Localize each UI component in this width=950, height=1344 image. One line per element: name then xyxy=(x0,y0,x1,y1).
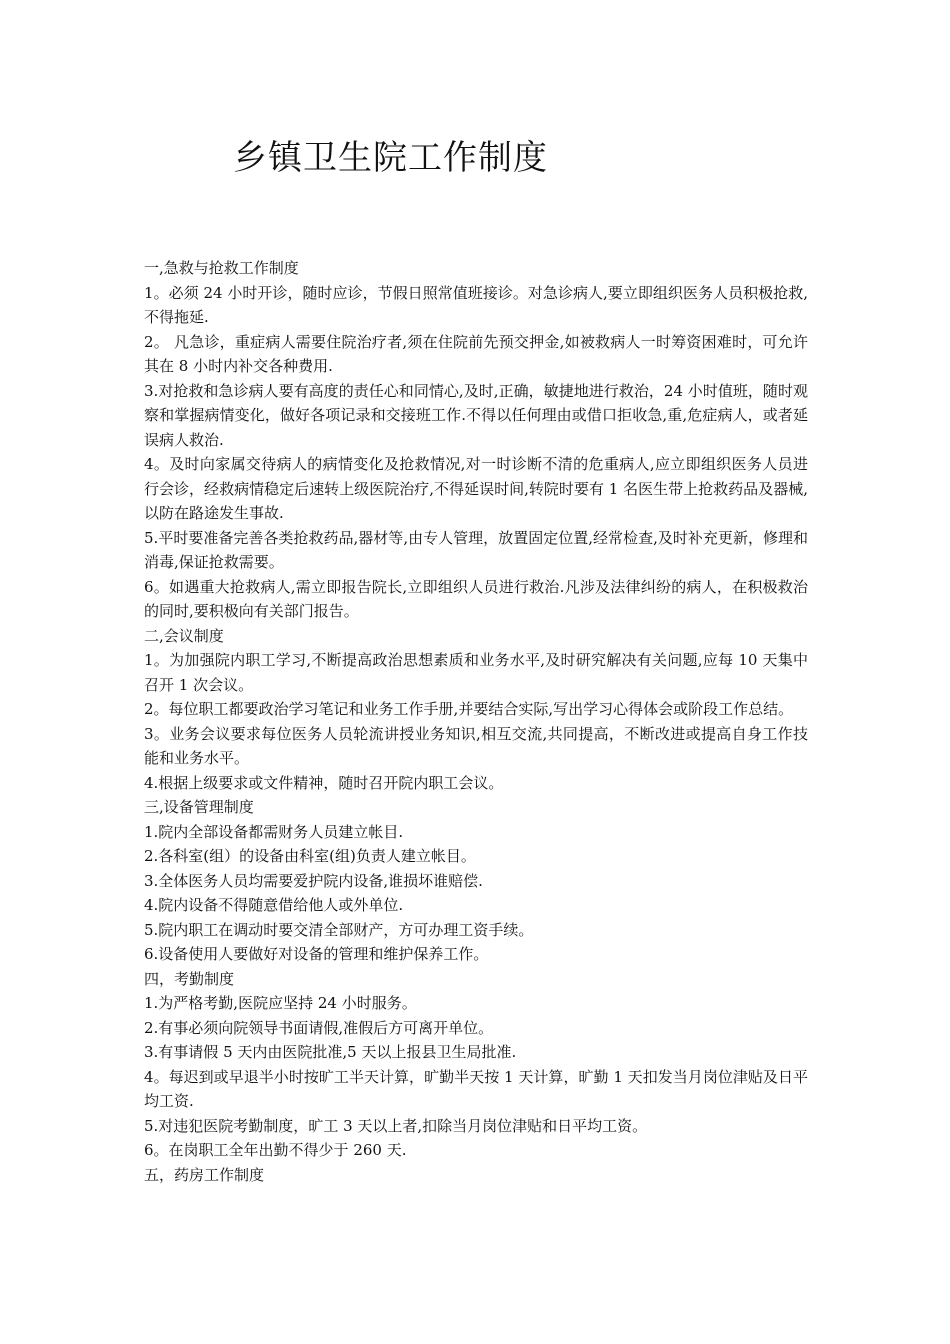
paragraph: 3.对抢救和急诊病人要有高度的责任心和同情心,及时,正确，敏捷地进行救治，24 小时值班，随时观察和掌握病情变化，做好各项记录和交接班工作.不得以任何理由或借口拒收急,重,危症病人，或者延误病人救治. xyxy=(144,381,808,449)
section-heading-equipment: 三,设备管理制度 xyxy=(144,798,254,816)
paragraph: 4.根据上级要求或文件精神，随时召开院内职工会议。 xyxy=(144,773,504,792)
paragraph: 1.院内全部设备都需财务人员建立帐目. xyxy=(144,822,404,841)
paragraph: 2。每位职工都要政治学习笔记和业务工作手册,并要结合实际,写出学习心得体会或阶段工作总结。 xyxy=(144,700,794,718)
paragraph: 6。如遇重大抢救病人,需立即报告院长,立即组织人员进行救治.凡涉及法律纠纷的病人，在积极救治的同时,要积极向有关部门报告。 xyxy=(144,577,808,620)
paragraph: 6.设备使用人要做好对设备的管理和维护保养工作。 xyxy=(144,945,489,963)
paragraph: 2.有事必须向院领导书面请假,准假后方可离开单位。 xyxy=(144,1018,494,1037)
paragraph: 3。业务会议要求每位医务人员轮流讲授业务知识,相互交流,共同提高，不断改进或提高自身工作技能和业务水平。 xyxy=(144,724,808,767)
paragraph: 4。及时向家属交待病人的病情变化及抢救情况,对一时诊断不清的危重病人,应立即组织医务人员进行会诊，经救病情稳定后速转上级医院治疗,不得延误时间,转院时要有 1 名医生带上抢救药品及器械,以防在路途发生事故. xyxy=(144,455,808,522)
section-heading-emergency: 一,急救与抢救工作制度 xyxy=(144,259,299,277)
section-heading-meeting: 二,会议制度 xyxy=(144,626,224,645)
section-heading-pharmacy: 五，药房工作制度 xyxy=(144,1165,265,1184)
paragraph: 2.各科室(组）的设备由科室(组)负责人建立帐目。 xyxy=(144,847,476,865)
paragraph: 3.有事请假 5 天内由医院批准,5 天以上报县卫生局批准. xyxy=(144,1043,517,1061)
section-heading-attendance: 四，考勤制度 xyxy=(144,969,235,988)
paragraph: 3.全体医务人员均需要爱护院内设备,谁损坏谁赔偿. xyxy=(144,871,483,890)
paragraph: 5.院内职工在调动时要交清全部财产，方可办理工资手续。 xyxy=(144,920,534,939)
paragraph: 5.平时要准备完善各类抢救药品,器材等,由专人管理，放置固定位置,经常检查,及时补充更新，修理和消毒,保证抢救需要。 xyxy=(144,528,808,571)
paragraph: 5.对违犯医院考勤制度，旷工 3 天以上者,扣除当月岗位津贴和日平均工资。 xyxy=(144,1116,648,1135)
paragraph: 6。在岗职工全年出勤不得少于 260 天. xyxy=(144,1141,407,1159)
document-body xyxy=(144,256,808,1187)
paragraph: 2。 凡急诊，重症病人需要住院治疗者,须在住院前先预交押金,如被救病人一时筹资困难时，可允许其在 8 小时内补交各种费用. xyxy=(144,332,808,375)
paragraph: 1。为加强院内职工学习,不断提高政治思想素质和业务水平,及时研究解决有关问题,应每 10 天集中召开 1 次会议。 xyxy=(144,651,808,694)
paragraph: 4。每迟到或早退半小时按旷工半天计算，旷勤半天按 1 天计算，旷勤 1 天扣发当月岗位津贴及日平均工资. xyxy=(144,1067,808,1110)
paragraph: 1.为严格考勤,医院应坚持 24 小时服务。 xyxy=(144,994,417,1012)
paragraph: 1。必须 24 小时开诊，随时应诊，节假日照常值班接诊。对急诊病人,要立即组织医务人员积极抢救,不得拖延. xyxy=(144,283,808,326)
paragraph: 4.院内设备不得随意借给他人或外单位. xyxy=(144,896,404,914)
document-title: 乡镇卫生院工作制度 xyxy=(233,138,548,178)
